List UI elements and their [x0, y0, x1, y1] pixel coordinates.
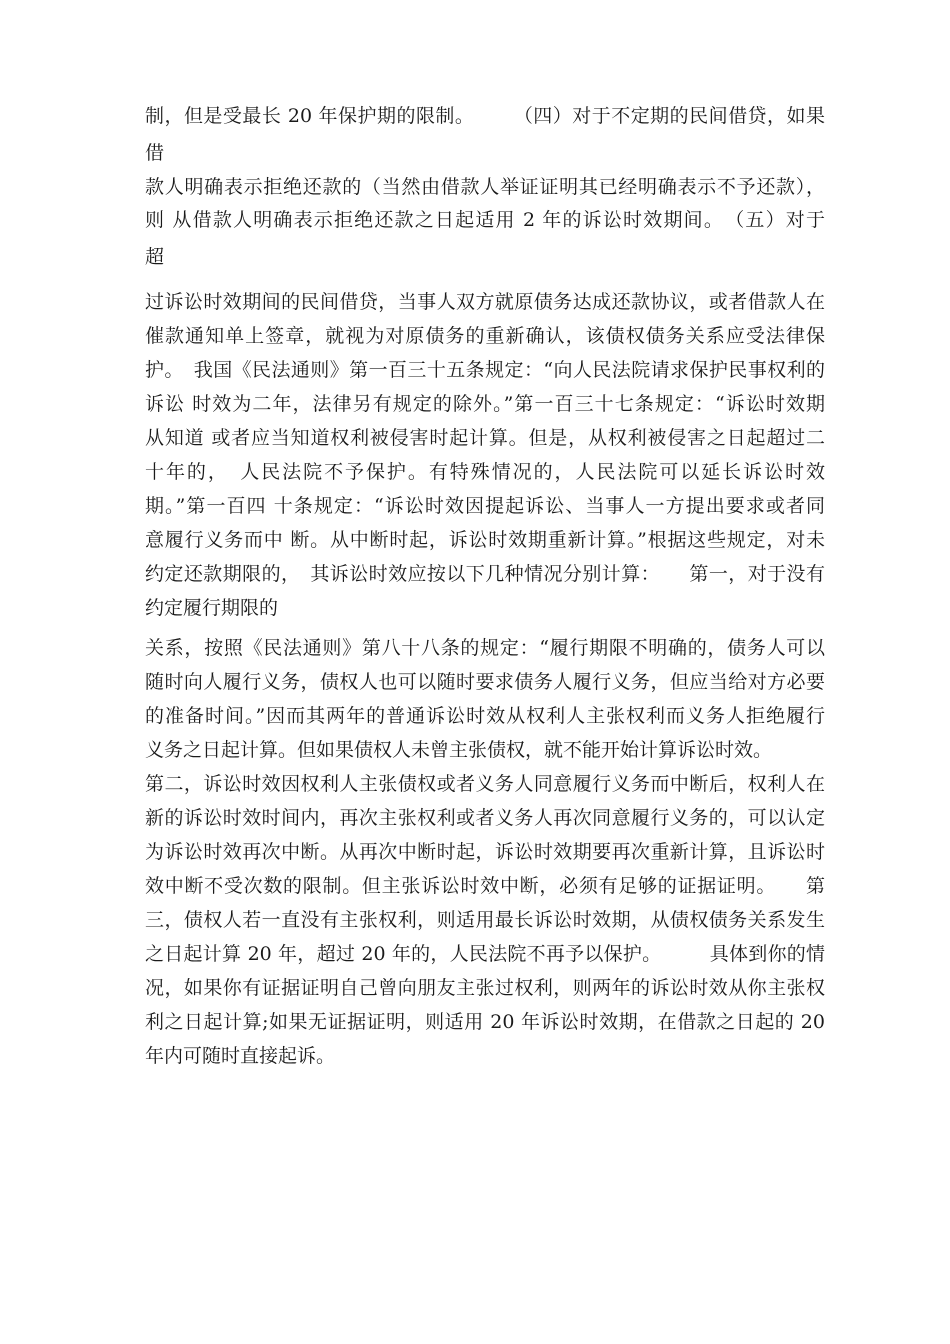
text-line: 第二，诉讼时效因权利人主张债权或者义务人同意履行义务而中断后，权利人在: [145, 773, 825, 795]
text-line: 意履行义务而中 断。从中断时起，诉讼时效期重新计算。”根据这些规定，对未: [145, 529, 825, 551]
text-line: 期。”第一百四 十条规定：“诉讼时效因提起诉讼、当事人一方提出要求或者同: [145, 495, 825, 517]
text-line: 之日起计算 20 年，超过 20 年的，人民法院不再予以保护。 具体到你的情: [145, 943, 825, 965]
text-line: 新的诉讼时效时间内，再次主张权利或者义务人再次同意履行义务的，可以认定: [145, 807, 825, 829]
text-line: 护。 我国《民法通则》第一百三十五条规定：“向人民法院请求保护民事权利的: [145, 359, 825, 381]
text-line: 过诉讼时效期间的民间借贷，当事人双方就原债务达成还款协议，或者借款人在: [145, 291, 825, 313]
text-line: 制，但是受最长 20 年保护期的限制。 （四）对于不定期的民间借贷，如果: [145, 105, 825, 127]
text-line: 三，债权人若一直没有主张权利，则适用最长诉讼时效期，从债权债务关系发生: [145, 909, 825, 931]
text-line: 从知道 或者应当知道权利被侵害时起计算。但是，从权利被侵害之日起超过二: [145, 427, 825, 449]
text-line: 借: [145, 142, 165, 164]
text-line: 则 从借款人明确表示拒绝还款之日起适用 2 年的诉讼时效期间。 （五）对于: [145, 209, 825, 231]
text-line: 的准备时间。”因而其两年的普通诉讼时效从权利人主张权利而义务人拒绝履行: [145, 705, 825, 727]
text-line: 十年的， 人民法院不予保护。有特殊情况的，人民法院可以延长诉讼时效: [145, 461, 825, 483]
text-line: 义务之日起计算。但如果债权人未曾主张债权，就不能开始计算诉讼时效。: [145, 739, 773, 761]
text-line: 况，如果你有证据证明自己曾向朋友主张过权利，则两年的诉讼时效从你主张权: [145, 977, 825, 999]
text-line: 款人明确表示拒绝还款的（当然由借款人举证证明其已经明确表示不予还款），: [145, 176, 825, 198]
text-line: 超: [145, 246, 165, 268]
text-line: 约定履行期限的: [145, 597, 279, 619]
text-line: 催款通知单上签章，就视为对原债务的重新确认，该债权债务关系应受法律保: [145, 325, 825, 347]
text-line: 年内可随时直接起诉。: [145, 1045, 336, 1067]
text-line: 利之日起计算;如果无证据证明，则适用 20 年诉讼时效期，在借款之日起的 20: [145, 1011, 825, 1033]
text-line: 效中断不受次数的限制。但主张诉讼时效中断，必须有足够的证据证明。 第: [145, 875, 825, 897]
text-line: 关系，按照《民法通则》第八十八条的规定：“履行期限不明确的，债务人可以: [145, 637, 825, 659]
text-line: 为诉讼时效再次中断。从再次中断时起，诉讼时效期要再次重新计算，且诉讼时: [145, 841, 825, 863]
text-line: 约定还款期限的， 其诉讼时效应按以下几种情况分别计算： 第一，对于没有: [145, 563, 825, 585]
text-line: 随时向人履行义务，债权人也可以随时要求债务人履行义务，但应当给对方必要: [145, 671, 825, 693]
text-line: 诉讼 时效为二年，法律另有规定的除外。”第一百三十七条规定：“诉讼时效期: [145, 393, 825, 415]
